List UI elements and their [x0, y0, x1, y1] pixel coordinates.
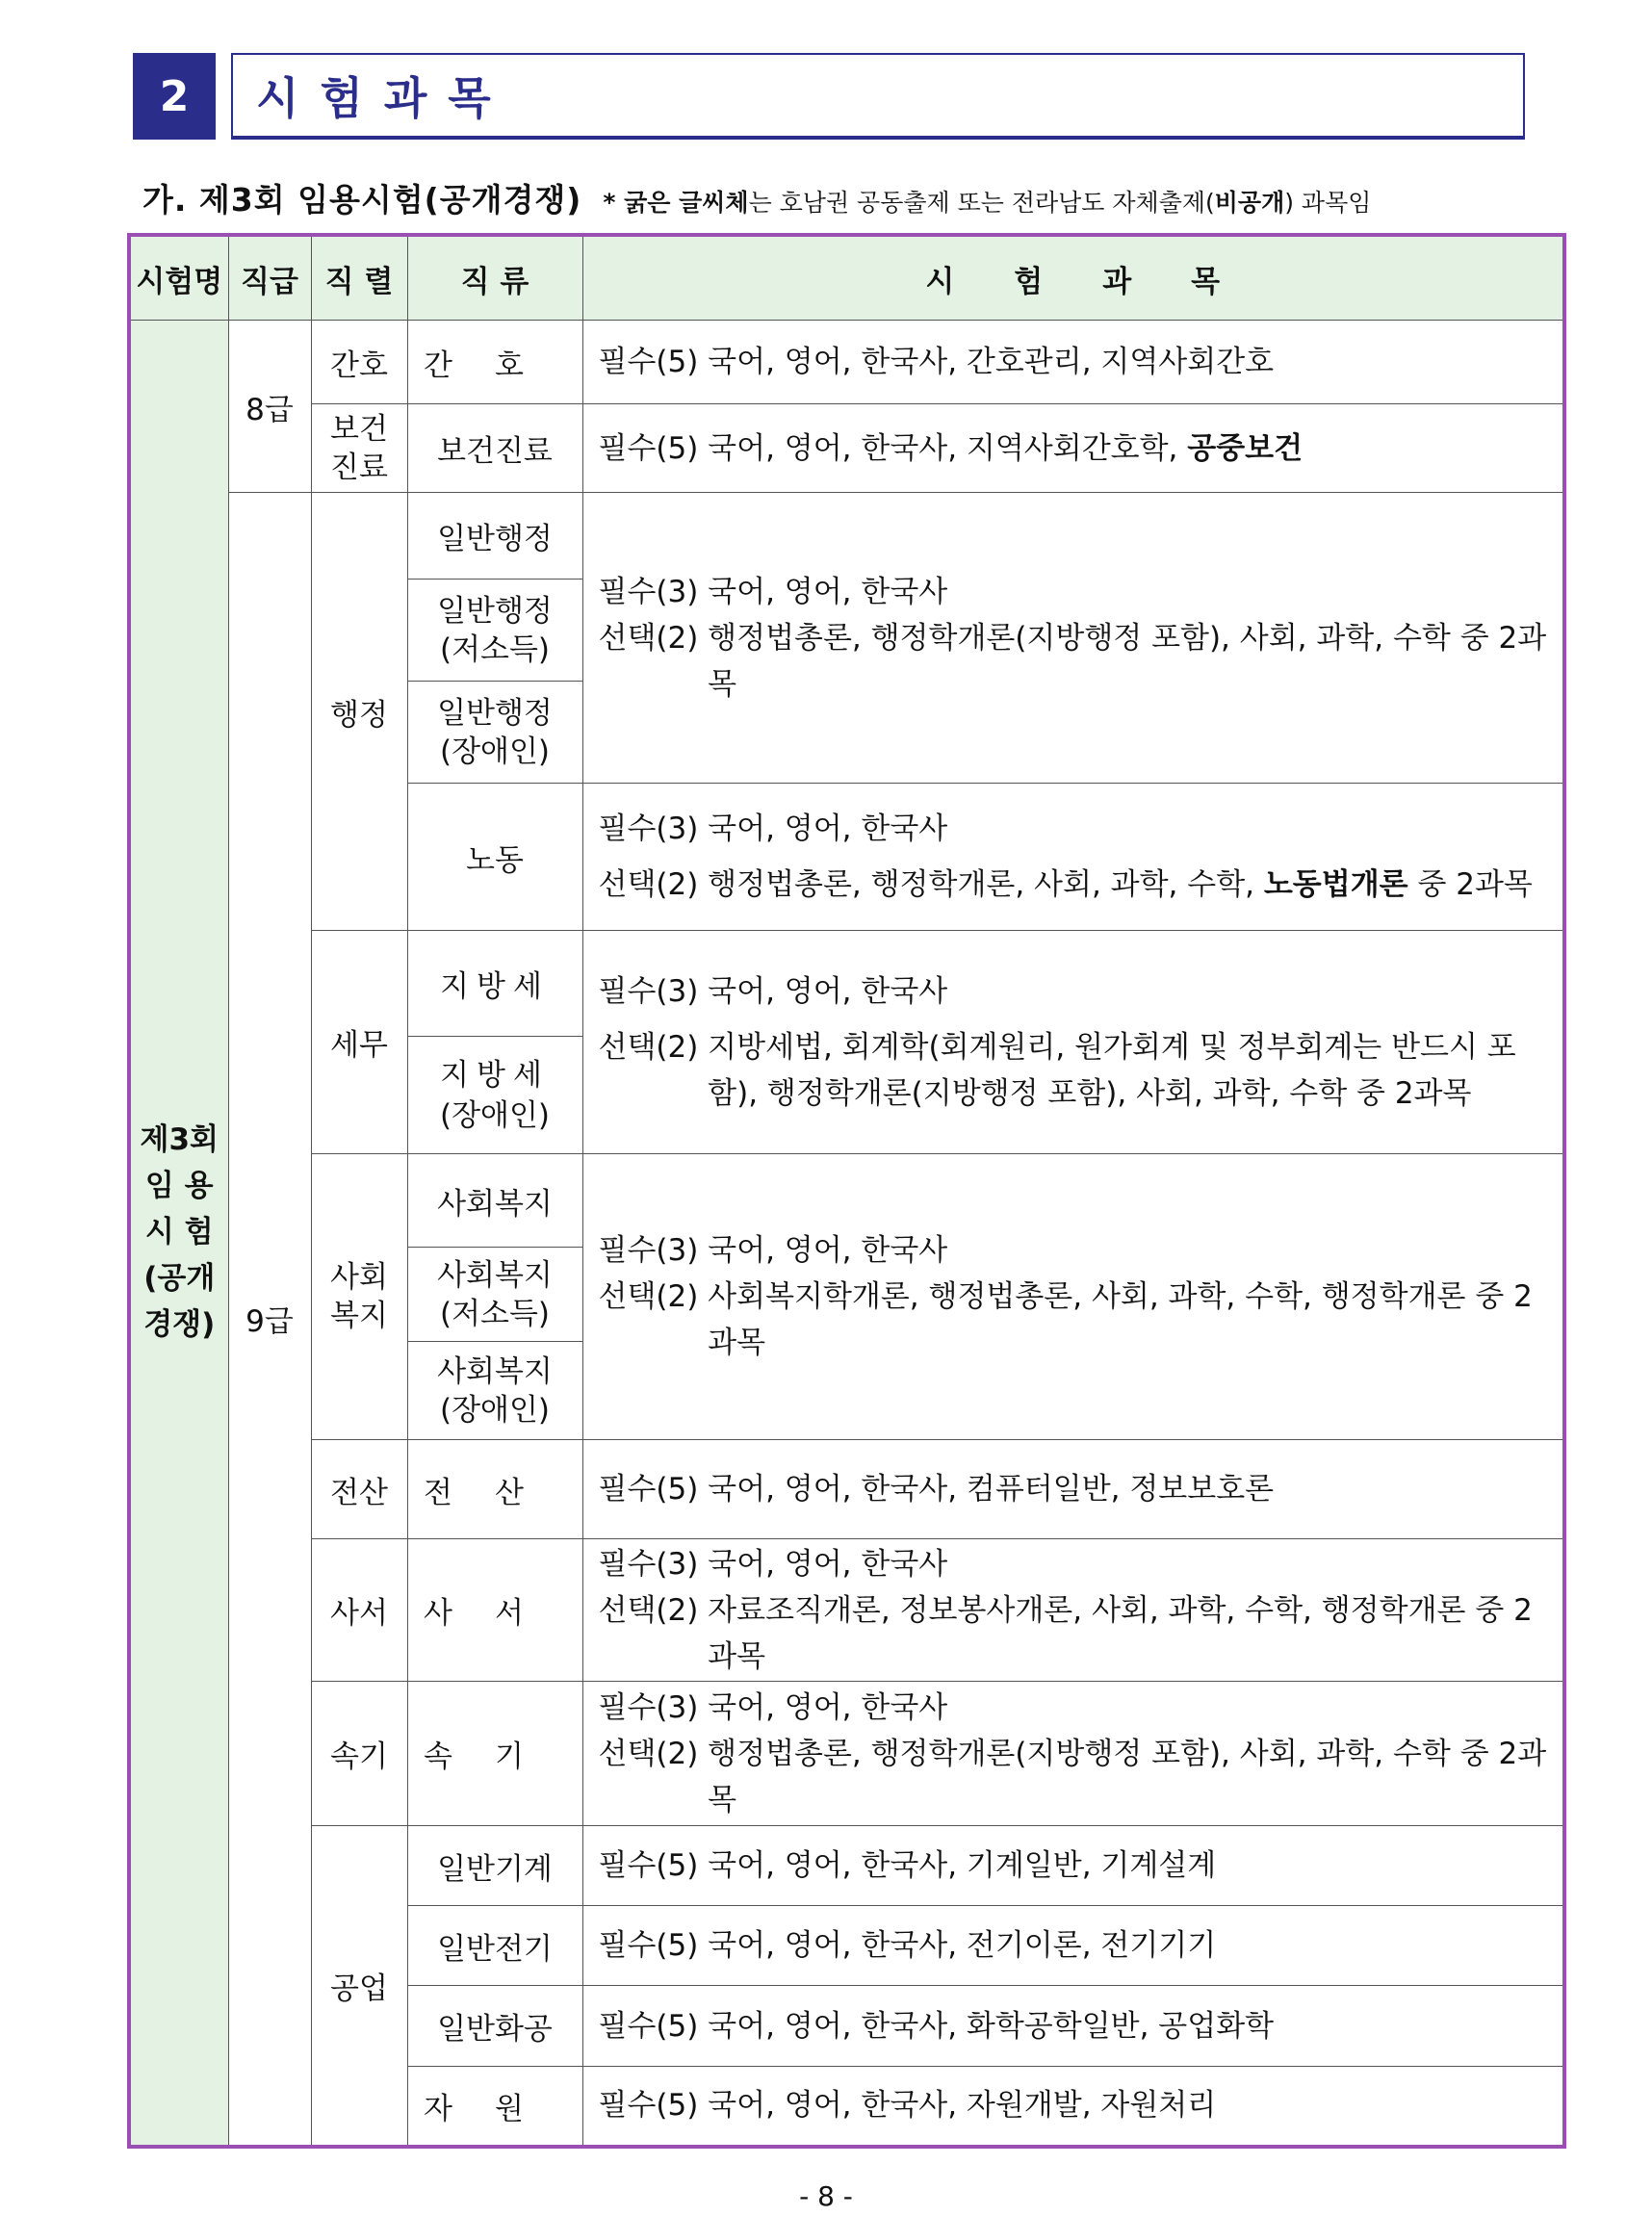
- subjects-text: 행정법총론, 행정학개론(지방행정 포함), 사회, 과학, 수학 중 2과목: [708, 1736, 1547, 1817]
- subjects-cell: [582, 931, 1564, 1154]
- series-cell: 행정: [311, 493, 407, 931]
- table-header-row: [129, 235, 1564, 321]
- type-line: (장애인): [439, 1097, 551, 1133]
- header-series: 직 렬: [311, 235, 407, 321]
- series-cell: 공업: [311, 1826, 407, 2147]
- required-label: 필수(3): [598, 812, 709, 846]
- subjects-cell: [582, 404, 1564, 493]
- exam-name-line: 경쟁): [143, 1307, 216, 1343]
- series-cell: 사서: [311, 1539, 407, 1682]
- required-label: 필수(5): [598, 1472, 709, 1507]
- type-cell: [407, 580, 582, 682]
- table-row: [129, 1154, 1564, 1248]
- series-cell: [311, 404, 407, 493]
- subjects-cell: [582, 1539, 1564, 1682]
- subjects-cell: [582, 1682, 1564, 1826]
- table-row: [129, 321, 1564, 404]
- subjects-text: 지방세법, 회계학(회계원리, 원가회계 및 정부회계는 반드시 포함), 행정학개론(지방행정 포함), 사회, 과학, 수학 중 2과목: [708, 1029, 1516, 1111]
- table-row: [129, 1826, 1564, 1906]
- type-cell: 속기: [407, 1682, 582, 1826]
- subheading: [142, 175, 1558, 223]
- series-line: 진료: [330, 450, 388, 485]
- subjects-text: 사회복지학개론, 행정법총론, 사회, 과학, 수학, 행정학개론 중 2과목: [708, 1279, 1533, 1360]
- series-cell: 전산: [311, 1440, 407, 1539]
- optional-label: 선택(2): [598, 620, 709, 656]
- page-number: - 8 -: [799, 2180, 853, 2212]
- type-cell: 간호: [407, 321, 582, 404]
- subjects-bold-text: 공중보건: [1187, 430, 1304, 466]
- required-label: 필수(5): [598, 2088, 709, 2124]
- subjects-cell: [582, 1154, 1564, 1440]
- type-cell: 일반행정: [407, 493, 582, 580]
- section-header: [133, 53, 1502, 140]
- series-cell: 세무: [311, 931, 407, 1154]
- subjects-text: 국어, 영어, 한국사, 기계일반, 기계설계: [708, 1848, 1217, 1883]
- required-label: 필수(3): [598, 1689, 709, 1725]
- subjects-text: 행정법총론, 행정학개론, 사회, 과학, 수학,: [708, 867, 1264, 902]
- required-label: 필수(3): [598, 1546, 709, 1582]
- required-label: 필수(3): [598, 973, 709, 1009]
- type-line: (장애인): [439, 734, 551, 769]
- note-star: *: [603, 189, 625, 217]
- table-row: [129, 1682, 1564, 1826]
- series-cell: [311, 1154, 407, 1440]
- section-number: 2: [133, 53, 216, 140]
- subjects-text: 중 2과목: [1407, 867, 1533, 902]
- type-cell: [407, 1037, 582, 1154]
- subjects-cell: [582, 1906, 1564, 1986]
- subjects-cell: [582, 321, 1564, 404]
- type-cell: [407, 1248, 582, 1342]
- exam-name-line: (공개: [143, 1261, 216, 1297]
- grade-8-cell: 8급: [228, 321, 311, 493]
- subjects-text: 국어, 영어, 한국사: [708, 1233, 948, 1268]
- subjects-text: 행정법총론, 행정학개론(지방행정 포함), 사회, 과학, 수학 중 2과목: [708, 620, 1547, 702]
- type-cell: 일반화공: [407, 1986, 582, 2067]
- type-line: (장애인): [439, 1392, 551, 1428]
- subjects-cell: [582, 1986, 1564, 2067]
- type-cell: 노동: [407, 784, 582, 931]
- required-label: 필수(5): [598, 1928, 709, 1963]
- exam-name-line: 임 용: [144, 1169, 214, 1204]
- header-exam-name: 시험명: [129, 235, 228, 321]
- subjects-text: 국어, 영어, 한국사: [708, 973, 948, 1009]
- subjects-text: 국어, 영어, 한국사, 컴퓨터일반, 정보보호론: [708, 1472, 1275, 1507]
- type-cell: 보건진료: [407, 404, 582, 493]
- exam-subjects-table: [127, 233, 1566, 2149]
- exam-name-cell: [129, 321, 228, 2147]
- table-row: [129, 493, 1564, 580]
- header-grade: 직급: [228, 235, 311, 321]
- type-cell: 전산: [407, 1440, 582, 1539]
- note-end: ) 과목임: [1284, 189, 1372, 217]
- series-line: 복지: [330, 1299, 388, 1333]
- series-line: 사회: [330, 1260, 388, 1295]
- required-label: 필수(5): [598, 430, 709, 466]
- required-label: 필수(5): [598, 1848, 709, 1883]
- section-title-box: [231, 53, 1525, 140]
- type-cell: [407, 1342, 582, 1440]
- type-line: 일반행정: [437, 695, 553, 731]
- type-line: 일반행정: [437, 593, 553, 629]
- optional-label: 선택(2): [598, 867, 709, 902]
- subjects-text: 국어, 영어, 한국사, 지역사회간호학,: [708, 430, 1188, 466]
- note-bold-1: 굵은 글씨체: [624, 189, 749, 217]
- subheading-title: 가. 제3회 임용시험(공개경쟁): [142, 181, 582, 219]
- type-cell: 자원: [407, 2067, 582, 2147]
- subjects-text: 국어, 영어, 한국사: [708, 1689, 948, 1725]
- subjects-text: 국어, 영어, 한국사: [708, 812, 948, 846]
- optional-label: 선택(2): [598, 1029, 709, 1065]
- section-title: 시험과목: [256, 72, 512, 124]
- table-row: [129, 1440, 1564, 1539]
- subjects-cell: [582, 784, 1564, 931]
- type-line: 사회복지: [437, 1353, 553, 1389]
- subjects-text: 자료조직개론, 정보봉사개론, 사회, 과학, 수학, 행정학개론 중 2과목: [708, 1592, 1533, 1674]
- type-cell: 사회복지: [407, 1154, 582, 1248]
- header-type: 직 류: [407, 235, 582, 321]
- type-cell: [407, 682, 582, 784]
- required-label: 필수(3): [598, 574, 709, 609]
- exam-name-line: 시 험: [144, 1215, 214, 1250]
- table-row: [129, 404, 1564, 493]
- subjects-text: 국어, 영어, 한국사: [708, 1546, 948, 1582]
- subjects-cell: [582, 2067, 1564, 2147]
- type-line: (저소득): [439, 1296, 551, 1331]
- type-cell: 사서: [407, 1539, 582, 1682]
- subheading-note: [603, 184, 1371, 219]
- type-cell: 지방세: [407, 931, 582, 1037]
- header-subjects: 시 험 과 목: [582, 235, 1564, 321]
- table-row: [129, 1539, 1564, 1682]
- required-label: 필수(5): [598, 2008, 709, 2044]
- type-line: 사회복지: [437, 1257, 553, 1293]
- exam-name-line: 제3회: [140, 1122, 219, 1158]
- series-line: 보건: [330, 411, 388, 447]
- series-cell: 속기: [311, 1682, 407, 1826]
- note-bold-2: 비공개: [1214, 189, 1285, 217]
- subjects-cell: [582, 1440, 1564, 1539]
- required-label: 필수(3): [598, 1233, 709, 1268]
- optional-label: 선택(2): [598, 1736, 709, 1771]
- type-line: 지방세: [440, 1057, 550, 1093]
- series-cell: 간호: [311, 321, 407, 404]
- subjects-cell: [582, 493, 1564, 784]
- subjects-cell: [582, 1826, 1564, 1906]
- note-mid: 는 호남권 공동출제 또는 전라남도 자체출제(: [748, 189, 1215, 217]
- subjects-text: 국어, 영어, 한국사: [708, 574, 948, 609]
- table-row: [129, 931, 1564, 1037]
- type-cell: 일반전기: [407, 1906, 582, 1986]
- optional-label: 선택(2): [598, 1279, 709, 1314]
- subjects-text: 국어, 영어, 한국사, 전기이론, 전기기기: [708, 1928, 1217, 1963]
- subjects-text: 국어, 영어, 한국사, 자원개발, 자원처리: [708, 2088, 1217, 2124]
- optional-label: 선택(2): [598, 1592, 709, 1628]
- grade-9-cell: 9급: [228, 493, 311, 2147]
- required-label: 필수(5): [598, 345, 709, 379]
- subjects-text: 국어, 영어, 한국사, 화학공학일반, 공업화학: [708, 2008, 1275, 2044]
- type-cell: 일반기계: [407, 1826, 582, 1906]
- subjects-text: 국어, 영어, 한국사, 간호관리, 지역사회간호: [708, 345, 1275, 379]
- type-line: (저소득): [439, 631, 551, 667]
- subjects-bold-text: 노동법개론: [1263, 867, 1408, 902]
